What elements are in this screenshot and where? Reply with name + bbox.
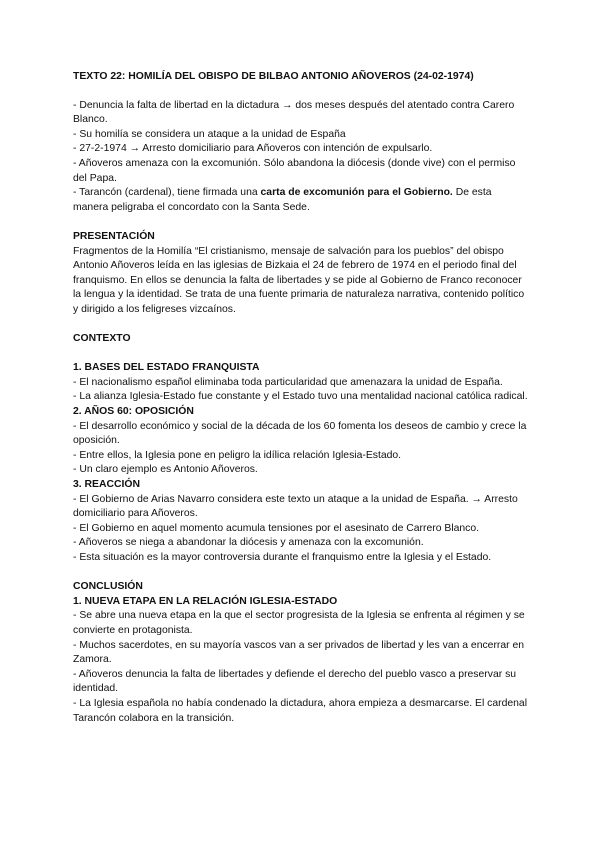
intro-item: - Su homilía se considera un ataque a la unidad de España <box>73 128 346 140</box>
presentacion-section <box>73 230 528 318</box>
intro-item-bold-text: carta de excomunión para el Gobierno. <box>260 187 453 199</box>
intro-item <box>73 186 528 215</box>
list-item: - El nacionalismo español eliminaba toda particularidad que amenazara la unidad de España. <box>73 376 503 388</box>
paragraph: Fragmentos de la Homilía “El cristianismo, mensaje de salvación para los pueblos” del obispo Antonio Añoveros leída en las iglesias de Bizkaia el 24 de febrero de 1974 en el periodo final del franquismo. En ellos se denuncia la falta de libertades y se pide al Gobierno de Franco reconocer la lengua y la identidad. Se trata de una fuente primaria de naturaleza narrativa, contenido político y dirigido a los feligreses vizcaínos. <box>73 245 525 315</box>
subsection-heading: 1. NUEVA ETAPA EN LA RELACIÓN IGLESIA-ESTADO <box>73 595 338 607</box>
list-item: - Añoveros se niega a abandonar la diócesis y amenaza con la excomunión. <box>73 537 424 549</box>
intro-section <box>73 99 528 216</box>
list-item: - El desarrollo económico y social de la década de los 60 fomenta los deseos de cambio y crece la oposición. <box>73 420 527 447</box>
intro-item: - Denuncia la falta de libertad en la dictadura → dos meses después del atentado contra Carero Blanco. <box>73 99 515 126</box>
list-item: - La alianza Iglesia-Estado fue constante y el Estado tuvo una mentalidad nacional católica radical. <box>73 391 528 403</box>
subsection-heading: 3. REACCIÓN <box>73 479 140 491</box>
list-item: - Se abre una nueva etapa en la que el sector progresista de la Iglesia se enfrenta al régimen y se convierte en protagonista. <box>73 610 525 636</box>
conclusion-section <box>73 580 528 726</box>
list-item: - La Iglesia española no había condenado la dictadura, ahora empieza a desmarcarse. El cardenal Tarancón colabora en la transición. <box>73 697 528 724</box>
subsection-heading: 2. AÑOS 60: OPOSICIÓN <box>73 406 194 418</box>
list-item: - Un claro ejemplo es Antonio Añoveros. <box>73 464 258 476</box>
intro-item-text: De esta manera peligraba el concordato con la Santa Sede. <box>73 187 492 213</box>
section-heading: CONTEXTO <box>73 333 131 345</box>
intro-item: - Añoveros amenaza con la excomunión. Sólo abandona la diócesis (donde vive) con el permiso del Papa. <box>73 157 516 184</box>
intro-item-text: - Tarancón (cardenal), tiene firmada una <box>73 187 261 199</box>
list-item: - El Gobierno de Arias Navarro considera este texto un ataque a la unidad de España. → Arresto domiciliario para Añoveros. <box>73 493 518 520</box>
list-item: - El Gobierno en aquel momento acumula tensiones por el asesinato de Carrero Blanco. <box>73 522 480 534</box>
intro-item: - 27-2-1974 → Arresto domiciliario para Añoveros con intención de expulsarlo. <box>73 143 433 155</box>
subsection-heading: 1. BASES DEL ESTADO FRANQUISTA <box>73 362 260 374</box>
contexto-section <box>73 332 528 566</box>
section-heading: CONCLUSIÓN <box>73 581 143 593</box>
document-title: TEXTO 22: HOMILÍA DEL OBISPO DE BILBAO ANTONIO AÑOVEROS (24-02-1974) <box>73 71 474 82</box>
list-item: - Esta situación es la mayor controversia durante el franquismo entre la Iglesia y el Estado. <box>73 552 492 563</box>
section-heading: PRESENTACIÓN <box>73 230 155 242</box>
list-item: - Muchos sacerdotes, en su mayoría vascos van a ser privados de libertad y les van a encerrar en Zamora. <box>73 639 525 666</box>
list-item: - Entre ellos, la Iglesia pone en peligro la idílica relación Iglesia-Estado. <box>73 449 402 461</box>
list-item: - Añoveros denuncia la falta de libertades y defiende el derecho del pueblo vasco a preservar su identidad. <box>73 668 517 695</box>
